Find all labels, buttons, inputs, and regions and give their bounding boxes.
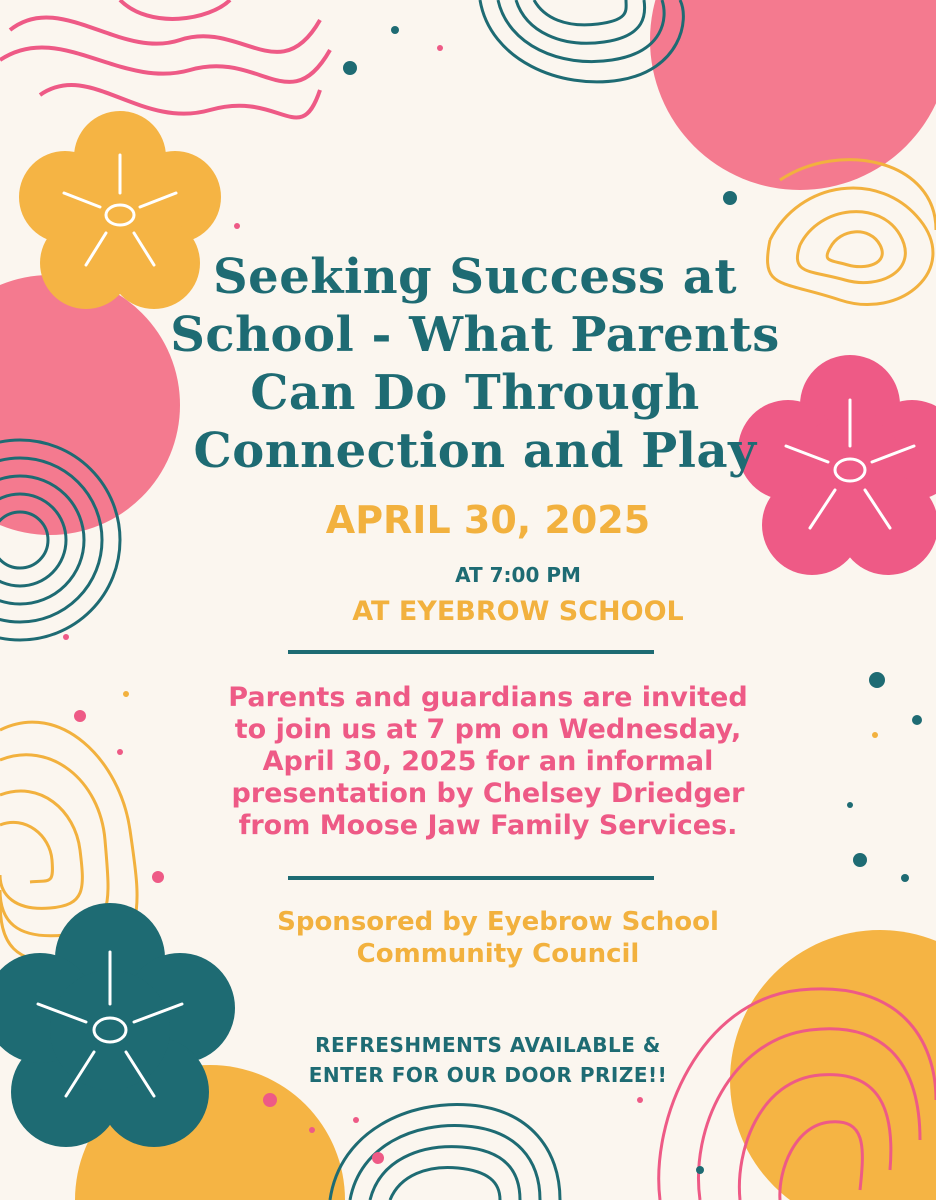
- event-date: APRIL 30, 2025: [325, 498, 651, 542]
- title-line: Can Do Through: [250, 365, 700, 421]
- title-line: School - What Parents: [170, 307, 780, 363]
- divider-top: [288, 650, 654, 654]
- description-line: to join us at 7 pm on Wednesday,: [234, 714, 742, 745]
- event-title: [110, 248, 840, 480]
- title-line: Connection and Play: [193, 423, 757, 479]
- title-line: Seeking Success at: [213, 249, 737, 305]
- sponsor-line: Sponsored by Eyebrow School: [277, 907, 719, 937]
- description-line: presentation by Chelsey Driedger: [231, 778, 745, 809]
- description-line: Parents and guardians are invited: [228, 682, 748, 713]
- top-right-pink-circle-icon: [650, 0, 936, 190]
- divider-bottom: [288, 876, 654, 880]
- event-location: AT EYEBROW SCHOOL: [352, 596, 684, 627]
- refreshments-note: [20, 1030, 936, 1090]
- bottom-concentric-lines-icon: [330, 1104, 560, 1200]
- description-line: April 30, 2025 for an informal: [262, 746, 714, 777]
- refreshments-line: REFRESHMENTS AVAILABLE &: [315, 1033, 661, 1057]
- top-left-wavy-lines-icon: [0, 0, 330, 117]
- sponsor-line: Community Council: [356, 939, 640, 969]
- event-time: AT 7:00 PM: [455, 563, 581, 587]
- event-description: [20, 682, 936, 842]
- description-line: from Moose Jaw Family Services.: [238, 810, 738, 841]
- sponsor-text: [30, 906, 936, 970]
- refreshments-line: ENTER FOR OUR DOOR PRIZE!!: [308, 1063, 668, 1087]
